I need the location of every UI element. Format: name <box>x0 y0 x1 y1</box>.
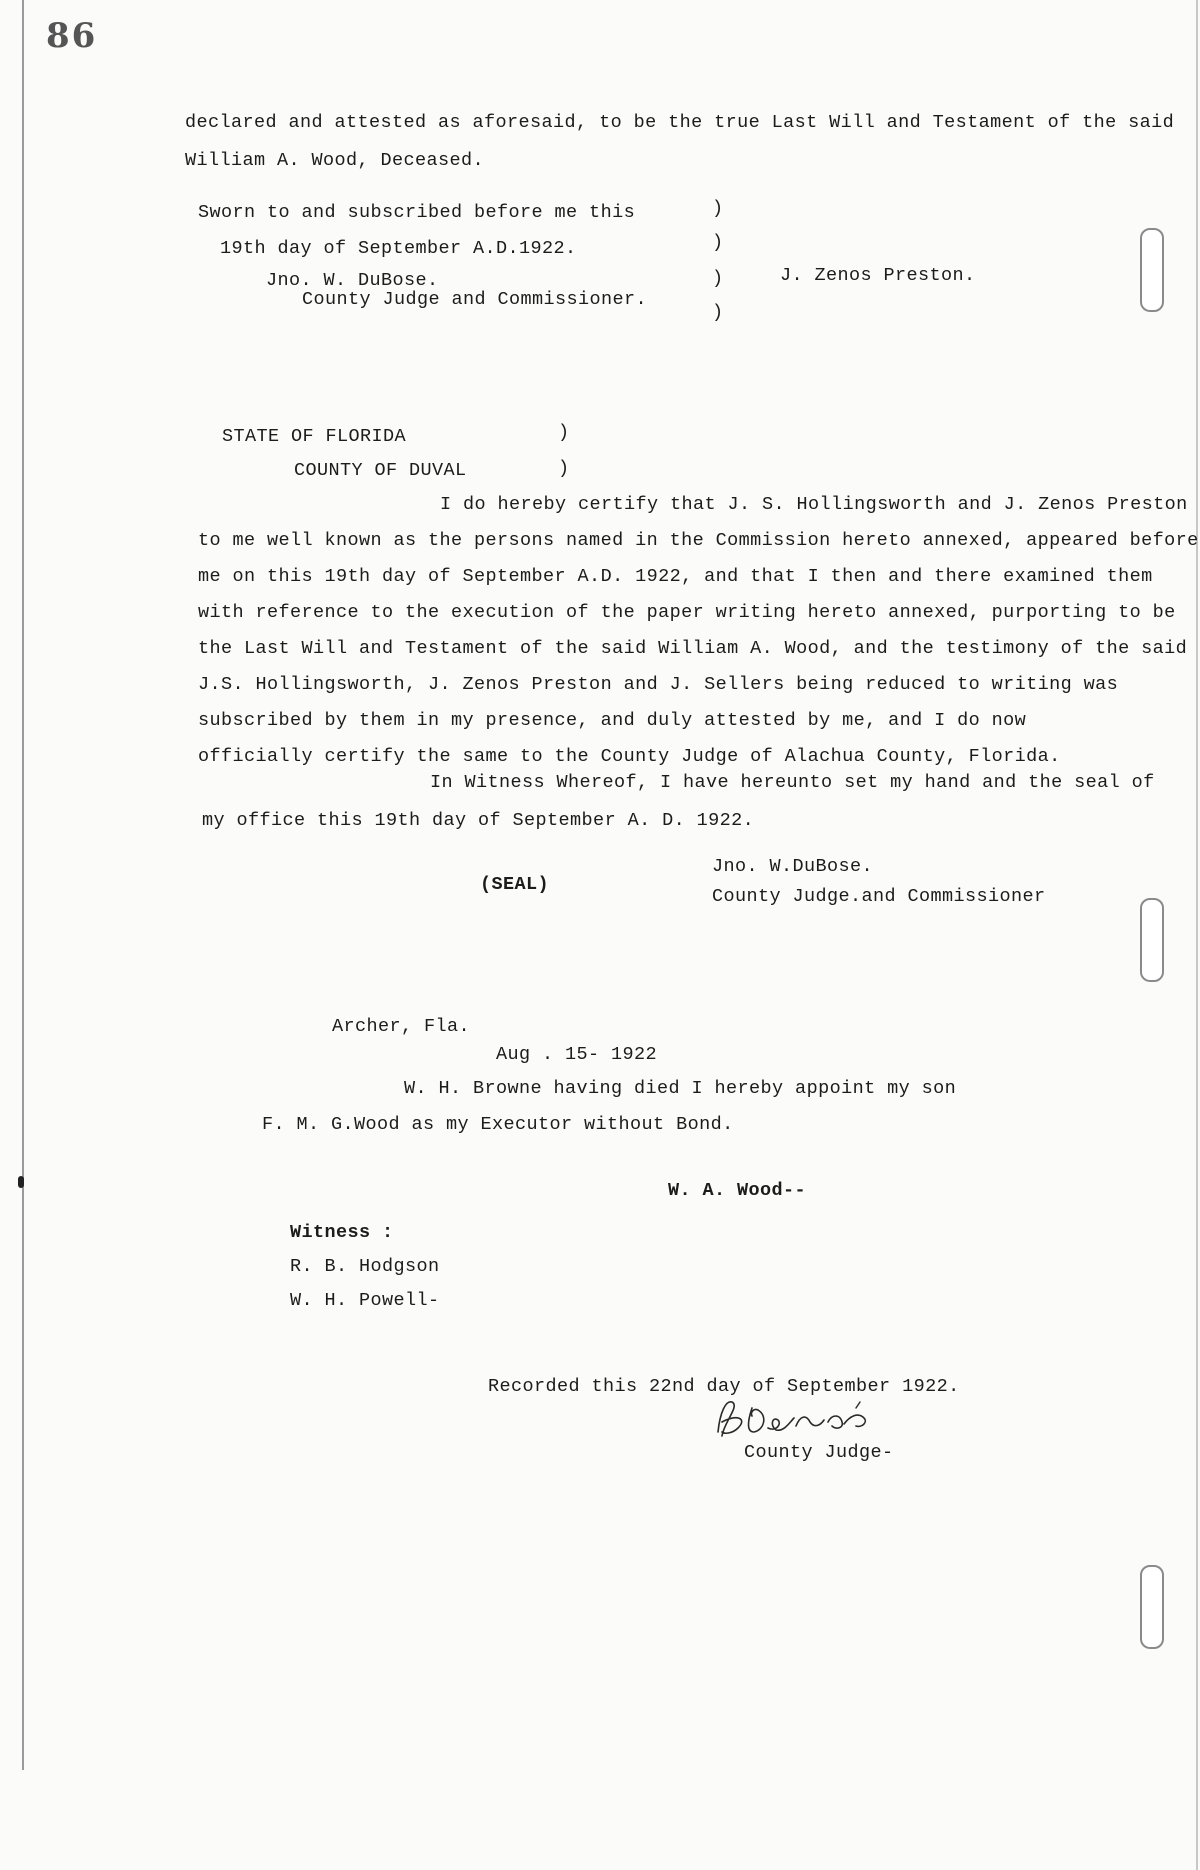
certificate-line: J.S. Hollingsworth, J. Zenos Preston and J. Sellers being reduced to writing was <box>198 674 1119 695</box>
certificate-signer-title: County Judge.and Commissioner <box>712 886 1046 907</box>
codicil-signature: W. A. Wood-- <box>668 1180 807 1201</box>
jurat-signer: Jno. W. DuBose. <box>266 270 439 291</box>
paren: ) <box>558 458 570 479</box>
seal-mark: (SEAL) <box>480 874 550 895</box>
binder-ring-hole <box>1140 1565 1164 1649</box>
opening-line: William A. Wood, Deceased. <box>185 150 485 171</box>
witness-label: Witness : <box>290 1222 394 1243</box>
codicil-line: F. M. G.Wood as my Executor without Bond. <box>262 1114 734 1135</box>
paren: ) <box>712 232 724 253</box>
certificate-line: to me well known as the persons named in the Commission hereto annexed, appeared before <box>198 530 1199 551</box>
certificate-line: officially certify the same to the County Judge of Alachua County, Florida. <box>198 746 1061 767</box>
jurat-line: Sworn to and subscribed before me this <box>198 202 636 223</box>
opening-line: declared and attested as aforesaid, to be the true Last Will and Testament of the said <box>185 112 1175 133</box>
venue-state: STATE OF FLORIDA <box>222 426 407 447</box>
certificate-line: me on this 19th day of September A.D. 1922, and that I then and there examined them <box>198 566 1153 587</box>
page-right-edge <box>1196 0 1198 1870</box>
certificate-signer: Jno. W.DuBose. <box>712 856 874 877</box>
paren: ) <box>712 302 724 323</box>
codicil-date: Aug . 15- 1922 <box>496 1044 658 1065</box>
paren: ) <box>712 198 724 219</box>
certificate-line: my office this 19th day of September A. D. 1922. <box>202 810 755 831</box>
jurat-witness: J. Zenos Preston. <box>780 265 976 286</box>
certificate-line: the Last Will and Testament of the said William A. Wood, and the testimony of the said <box>198 638 1188 659</box>
paren: ) <box>712 268 724 289</box>
punch-mark <box>18 1176 24 1188</box>
witness-name: W. H. Powell- <box>290 1290 440 1311</box>
witness-name: R. B. Hodgson <box>290 1256 440 1277</box>
page-number: 86 <box>46 16 98 56</box>
certificate-line: subscribed by them in my presence, and duly attested by me, and I do now <box>198 710 1027 731</box>
venue-county: COUNTY OF DUVAL <box>294 460 467 481</box>
jurat-signer-title: County Judge and Commissioner. <box>302 289 648 310</box>
jurat-line: 19th day of September A.D.1922. <box>220 238 577 259</box>
binder-ring-hole <box>1140 228 1164 312</box>
recording-line: Recorded this 22nd day of September 1922. <box>488 1376 960 1397</box>
certificate-line: In Witness Whereof, I have hereunto set my hand and the seal of <box>430 772 1155 793</box>
certificate-line: with reference to the execution of the paper writing hereto annexed, purporting to be <box>198 602 1176 623</box>
codicil-place: Archer, Fla. <box>332 1016 471 1037</box>
paren: ) <box>558 422 570 443</box>
recording-title: County Judge- <box>744 1442 894 1463</box>
handwritten-signature <box>710 1392 910 1448</box>
certificate-line: I do hereby certify that J. S. Hollingsworth and J. Zenos Preston <box>440 494 1188 515</box>
page-left-edge <box>22 0 24 1770</box>
binder-ring-hole <box>1140 898 1164 982</box>
codicil-line: W. H. Browne having died I hereby appoint my son <box>404 1078 957 1099</box>
